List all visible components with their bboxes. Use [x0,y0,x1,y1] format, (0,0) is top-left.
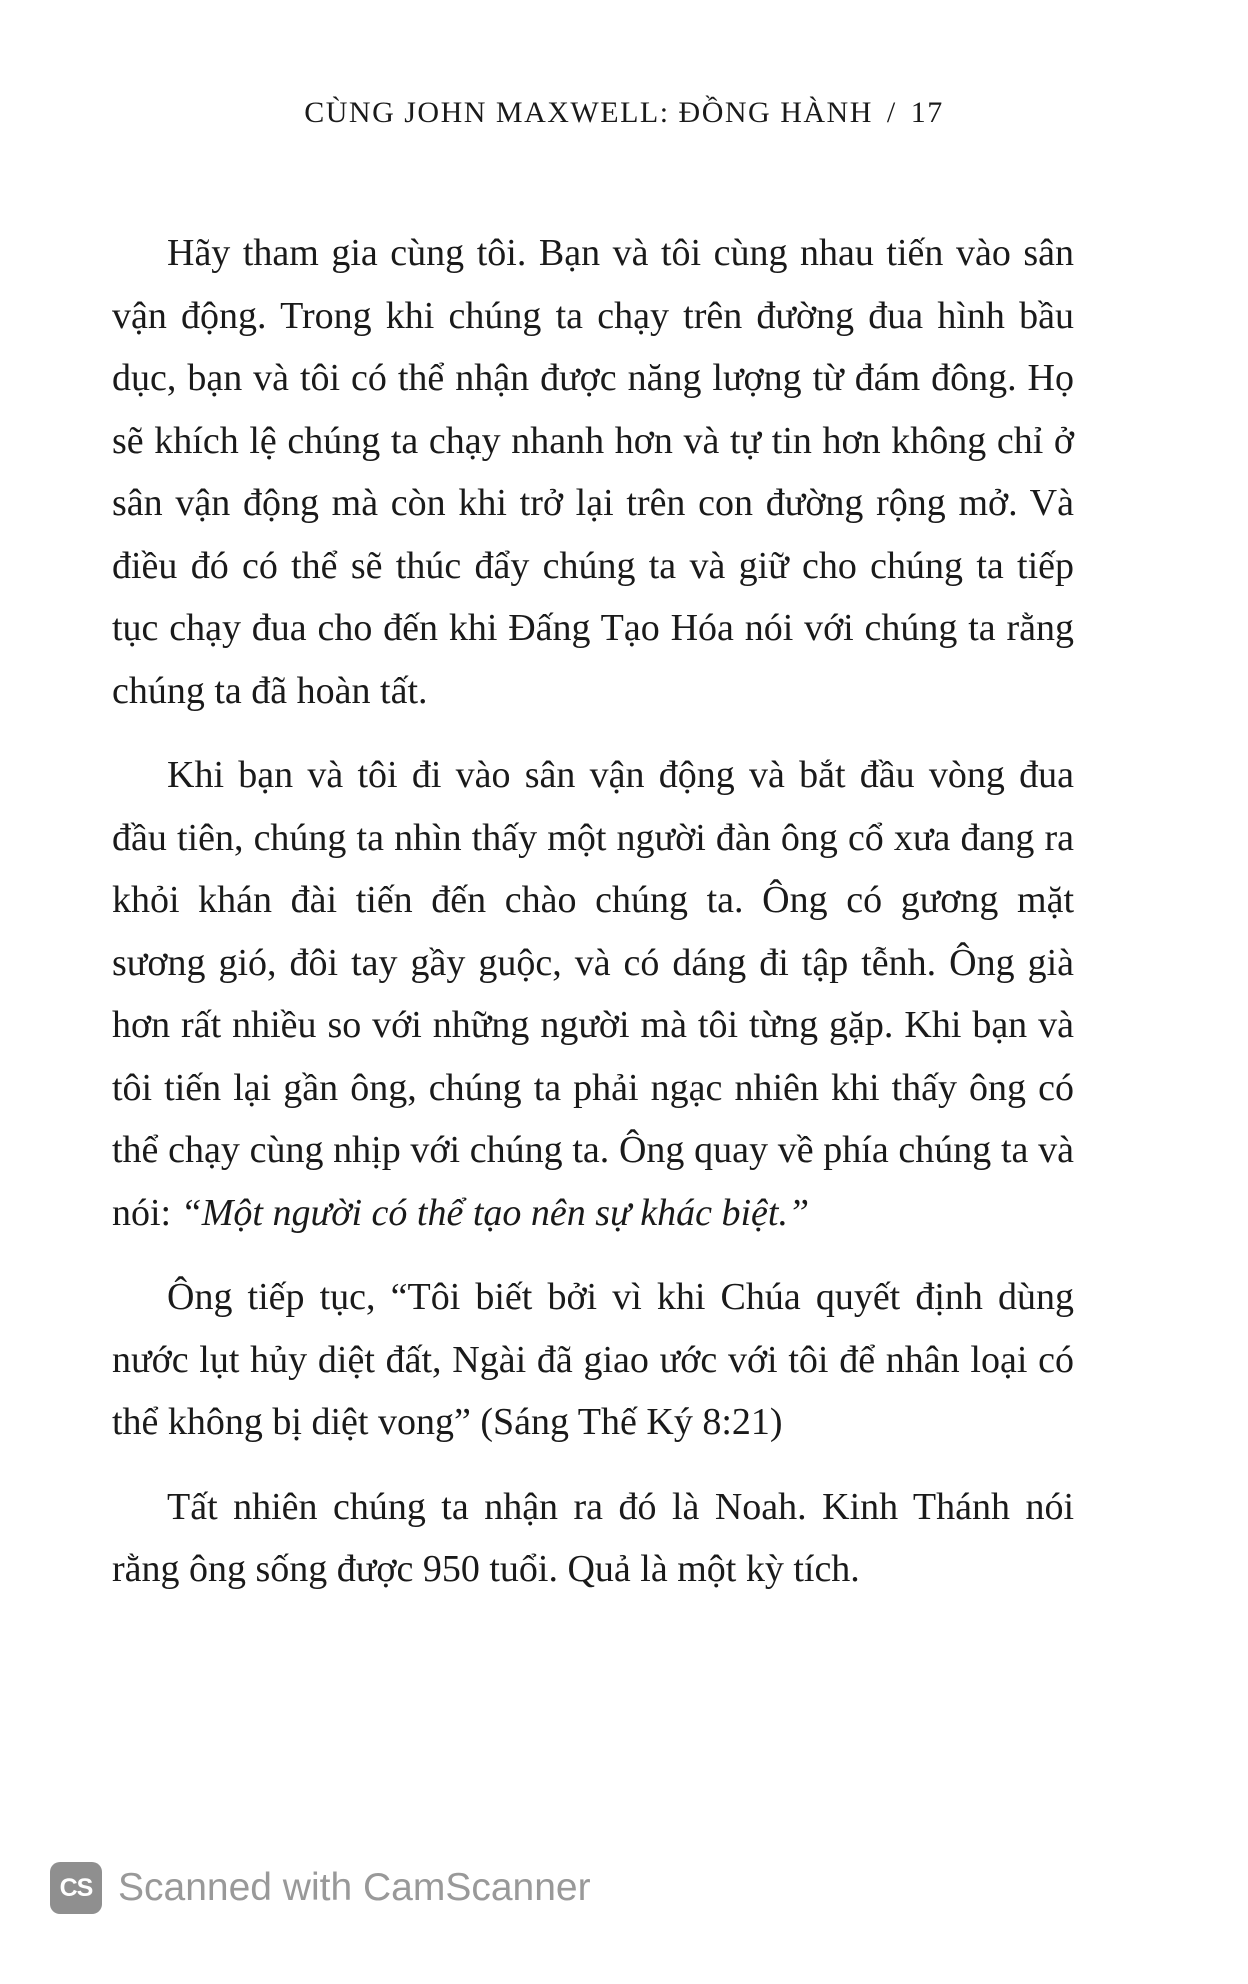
paragraph-2-text: Khi bạn và tôi đi vào sân vận động và bắt đầu vòng đua đầu tiên, chúng ta nhìn thấy một người đàn ông cổ xưa đang ra khỏi khán đài tiến đến chào chúng ta. Ông có gương mặt sương gió, đôi tay gầy guộc, và có dáng đi tập tễnh. Ông già hơn rất nhiều so với những người mà tôi từng gặp. Khi bạn và tôi tiến lại gần ông, chúng ta phải ngạc nhiên khi thấy ông có thể chạy cùng nhịp với chúng ta. Ông quay về phía chúng ta và nói: [112,754,1074,1234]
running-header [0,96,1248,130]
page-number: 17 [910,96,944,129]
paragraph-2-quote: “Một người có thể tạo nên sự khác biệt.” [180,1191,810,1234]
watermark-text: Scanned with CamScanner [118,1866,591,1909]
body-text [112,222,1074,1601]
paragraph-4: Tất nhiên chúng ta nhận ra đó là Noah. Kinh Thánh nói rằng ông sống được 950 tuổi. Quả là một kỳ tích. [112,1485,1074,1590]
camscanner-logo-icon: CS [50,1862,102,1914]
camscanner-watermark [50,1858,591,1918]
running-title: CÙNG JOHN MAXWELL: ĐỒNG HÀNH [304,96,873,129]
paragraph-3: Ông tiếp tục, “Tôi biết bởi vì khi Chúa quyết định dùng nước lụt hủy diệt đất, Ngài đã giao ước với tôi để nhân loại có thể không bị diệt vong” (Sáng Thế Ký 8:21) [112,1276,1074,1443]
paragraph-2 [112,744,1074,1244]
paragraph-1: Hãy tham gia cùng tôi. Bạn và tôi cùng nhau tiến vào sân vận động. Trong khi chúng ta chạy trên đường đua hình bầu dục, bạn và tôi có thể nhận được năng lượng từ đám đông. Họ sẽ khích lệ chúng ta chạy nhanh hơn và tự tin hơn không chỉ ở sân vận động mà còn khi trở lại trên con đường rộng mở. Và điều đó có thể sẽ thúc đẩy chúng ta và giữ cho chúng ta tiếp tục chạy đua cho đến khi Đấng Tạo Hóa nói với chúng ta rằng chúng ta đã hoàn tất. [112,232,1074,712]
header-separator: / [886,96,897,129]
